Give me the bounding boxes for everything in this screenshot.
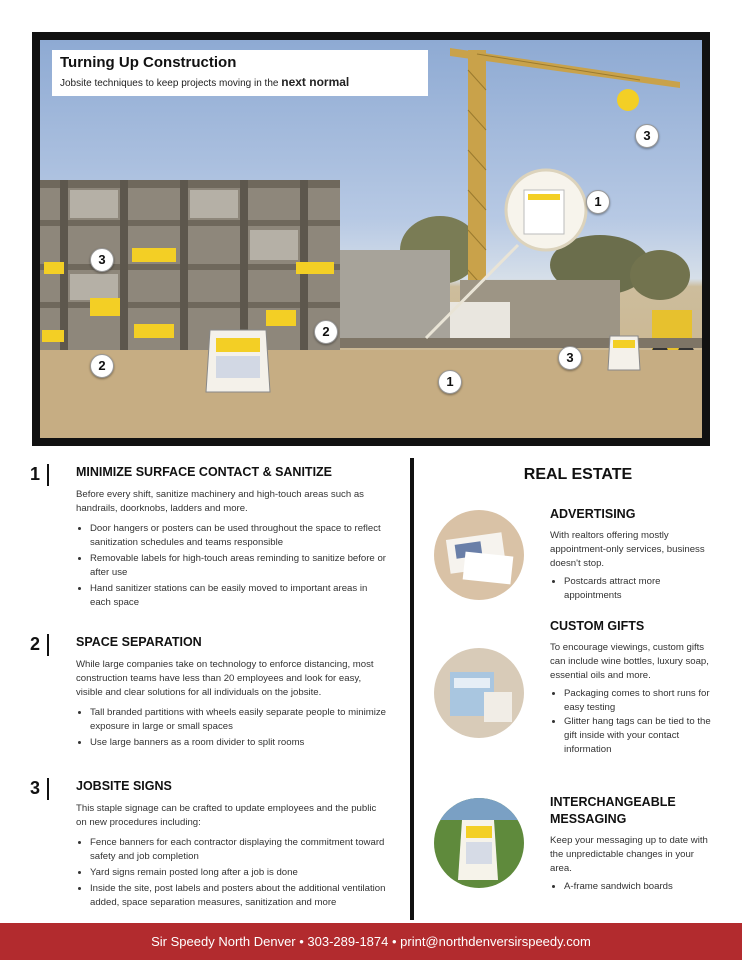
gift-photo — [434, 648, 524, 738]
callout-marker-3: 3 — [558, 346, 582, 370]
bullet-item: • Hand sanitizer stations can be easily moved to important areas in each space — [90, 582, 386, 610]
real-estate-paragraph: To encourage viewings, custom gifts can include wine bottles, luxury soap, essential oils and more. — [550, 642, 709, 681]
real-estate-bullets — [550, 575, 718, 603]
section-jobsite-signs — [30, 778, 386, 912]
page-title: Turning Up Construction — [60, 54, 237, 71]
postcard-photo — [434, 510, 524, 600]
bullet-item: • Packaging comes to short runs for easy testing — [564, 687, 718, 715]
page-subtitle — [60, 75, 420, 89]
real-estate-text — [550, 794, 718, 894]
real-estate-text — [550, 506, 718, 603]
real-estate-heading: ADVERTISING — [550, 507, 636, 521]
bullet-item: • Use large banners as a room divider to split rooms — [90, 736, 386, 750]
section-number-bar — [47, 464, 49, 486]
section-heading: JOBSITE SIGNS — [76, 779, 172, 793]
real-estate-text — [550, 618, 718, 757]
bullet-item: • A-frame sandwich boards — [564, 880, 718, 894]
real-estate-paragraph: With realtors offering mostly appointment-only services, business doesn't stop. — [550, 530, 705, 569]
bullet-item: • Door hangers or posters can be used throughout the space to reflect sanitization schedules and teams responsible — [90, 522, 386, 550]
real-estate-heading: INTERCHANGEABLE MESSAGING — [550, 795, 676, 826]
sandwich-board-photo — [434, 798, 524, 888]
real-estate-heading: CUSTOM GIFTS — [550, 619, 645, 633]
section-number: 1 — [30, 464, 41, 484]
hero-title-box — [52, 50, 428, 96]
bullet-item: • Fence banners for each contractor displaying the commitment toward safety and job completion — [90, 836, 386, 864]
construction-site-illustration — [40, 40, 702, 438]
column-divider — [410, 458, 414, 920]
section-number-bar — [47, 634, 49, 656]
real-estate-body — [550, 641, 718, 757]
callout-marker-1: 1 — [438, 370, 462, 394]
section-sanitize — [30, 464, 386, 612]
footer-contact-bar: Sir Speedy North Denver • 303-289-1874 • print@northdenversirspeedy.com — [0, 923, 742, 960]
section-number-bar — [47, 778, 49, 800]
section-bullets — [76, 836, 386, 910]
real-estate-body — [550, 529, 718, 603]
section-paragraph: Before every shift, sanitize machinery and high-touch areas such as handrails, doorknobs, ladders and more. — [76, 489, 364, 514]
callout-marker-2: 2 — [90, 354, 114, 378]
section-bullets — [76, 522, 386, 610]
bullet-item: • Glitter hang tags can be tied to the gift inside with your contact information — [564, 715, 718, 757]
real-estate-bullets — [550, 687, 718, 757]
real-estate-bullets — [550, 880, 718, 894]
section-space-separation — [30, 634, 386, 752]
bullet-item: • Tall branded partitions with wheels easily separate people to minimize exposure in large or small spaces — [90, 706, 386, 734]
bullet-item: • Yard signs remain posted long after a job is done — [90, 866, 386, 880]
section-heading: MINIMIZE SURFACE CONTACT & SANITIZE — [76, 465, 333, 479]
section-number: 2 — [30, 634, 41, 654]
hero-image-frame — [32, 32, 710, 446]
section-number: 3 — [30, 778, 41, 798]
real-estate-body — [550, 834, 718, 894]
bullet-item: • Inside the site, post labels and posters about the additional ventilation added, space separation measures, sanitization and more — [90, 882, 386, 910]
section-paragraph: This staple signage can be crafted to update employees and the public on new procedures including: — [76, 803, 377, 828]
hero-photo — [40, 40, 702, 438]
callout-marker-3: 3 — [635, 124, 659, 148]
subtitle-text: Jobsite techniques to keep projects moving in the — [60, 78, 279, 89]
real-estate-title: REAL ESTATE — [523, 466, 633, 483]
section-heading: SPACE SEPARATION — [76, 635, 202, 649]
callout-marker-2: 2 — [314, 320, 338, 344]
real-estate-paragraph: Keep your messaging up to date with the unpredictable changes in your area. — [550, 835, 708, 874]
bullet-item: • Postcards attract more appointments — [564, 575, 718, 603]
bullet-item: • Removable labels for high-touch areas reminding to sanitize before or after use — [90, 552, 386, 580]
section-body — [76, 658, 386, 750]
section-body — [76, 488, 386, 610]
section-body — [76, 802, 386, 910]
section-paragraph: While large companies take on technology to enforce distancing, most construction teams have less than 20 employees and look for easy, visible and clear solutions for all individuals on the jobsite. — [76, 659, 374, 698]
section-bullets — [76, 706, 386, 750]
subtitle-emphasis: next normal — [281, 75, 350, 89]
callout-marker-1: 1 — [586, 190, 610, 214]
callout-marker-3: 3 — [90, 248, 114, 272]
